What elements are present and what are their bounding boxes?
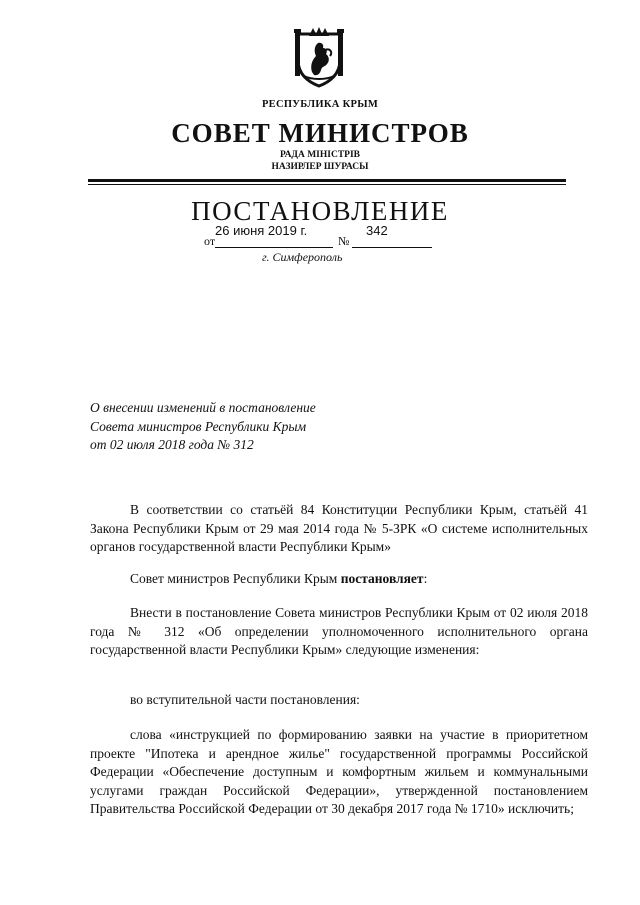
number-underline	[352, 247, 432, 248]
date-number-line	[204, 223, 436, 249]
republic-name: РЕСПУБЛИКА КРЫМ	[261, 99, 379, 110]
council-title: СОВЕТ МИНИСТРОВ	[171, 118, 469, 148]
amendment-detail-paragraph: слова «инструкцией по формированию заявки на участие в приоритетном проекте "Ипотека и арендное жилье" государственной программы Российской Федерации «Обеспечение доступным и комфортным жильем и коммунальными услугами граждан Российской Федерации», утвержденной постановлением Правительства Российской Федерации от 30 декабря 2017 года № 1710» исключить;	[90, 727, 588, 816]
decree-number: 342	[366, 223, 388, 238]
coat-of-arms-icon	[292, 26, 346, 88]
header-divider-thick	[88, 179, 566, 182]
subject-line: О внесении изменений в постановление	[90, 400, 316, 415]
amendment-section-paragraph: во вступительной части постановления:	[130, 692, 360, 707]
council-title-ukrainian: РАДА МІНІСТРІВ	[279, 150, 360, 160]
amendment-intro-paragraph: Внести в постановление Совета министров Республики Крым от 02 июля 2018 года № 312 «Об определении уполномоченного исполнительного органа государственной власти Республики Крым» следующие изменения:	[90, 605, 588, 657]
resolution-verb: постановляет	[340, 571, 424, 586]
preamble-paragraph: В соответствии со статьёй 84 Конституции Республики Крым, статьёй 41 Закона Республики Крым от 29 мая 2014 года № 5-ЗРК «О системе исполнительных органов государственной власти Республики Крым»	[90, 502, 588, 554]
resolution-tail: :	[423, 571, 428, 586]
date-underline	[215, 247, 333, 248]
council-title-translations	[0, 149, 640, 173]
decree-date: 26 июня 2019 г.	[215, 223, 308, 238]
number-label: №	[338, 234, 350, 248]
resolution-paragraph	[90, 570, 588, 589]
header-divider-thin	[88, 184, 566, 185]
council-title-crimean-tatar: НАЗИРЛЕР ШУРАСЫ	[271, 162, 369, 172]
subject-line: Совета министров Республики Крым	[90, 418, 307, 434]
document-type-title: ПОСТАНОВЛЕНИЕ	[191, 196, 449, 226]
from-label: от	[204, 234, 216, 248]
subject-line: от 02 июля 2018 года № 312	[90, 437, 254, 452]
decree-subject	[90, 399, 390, 455]
resolution-lead: Совет министров Республики Крым	[130, 571, 341, 586]
city-name: г. Симферополь	[262, 250, 343, 264]
